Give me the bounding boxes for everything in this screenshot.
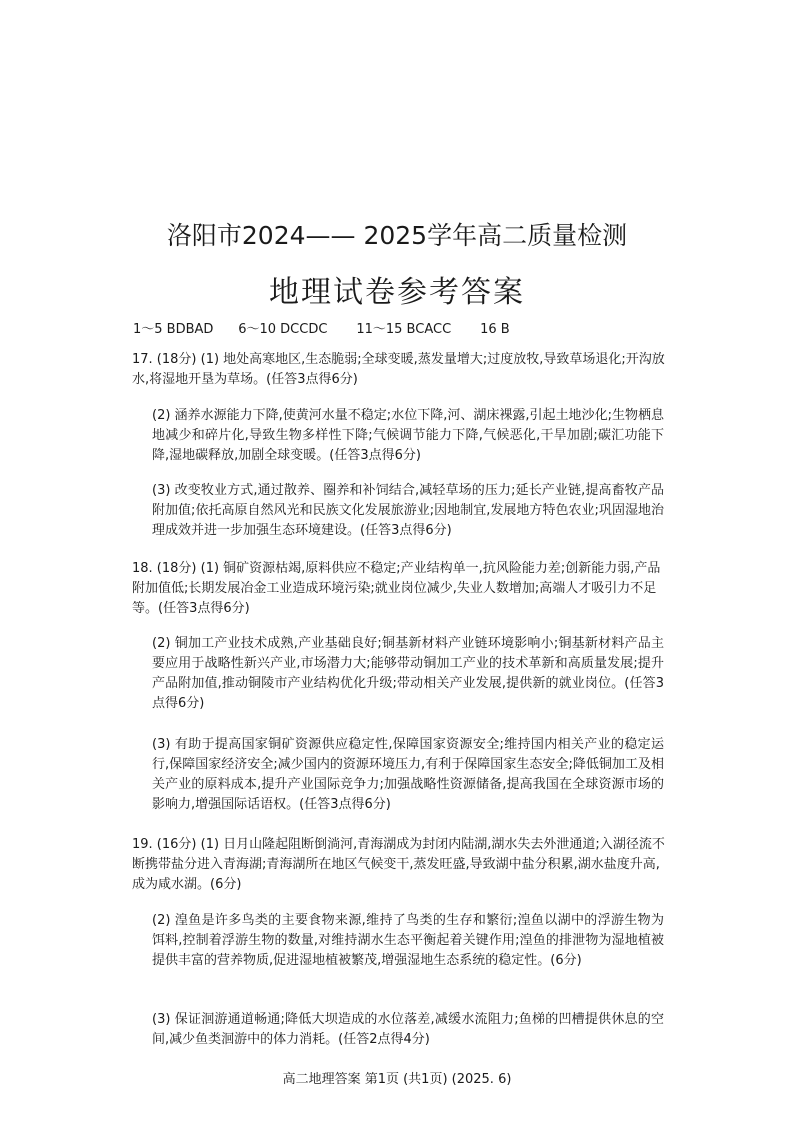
exam-title: 洛阳市2024—— 2025学年高二质量检测 [166, 221, 628, 250]
q19-part3: (3) 保证洄游通道畅通;降低大坝造成的水位落差,减缓水流阻力;鱼梯的凹槽提供休息的空间,减少鱼类洄游中的体力消耗。(任答2点得4分) [152, 1012, 664, 1047]
document-title: 地理试卷参考答案 [269, 275, 525, 310]
q17-part2: (2) 涵养水源能力下降,使黄河水量不稳定;水位下降,河、湖床裸露,引起土地沙化;生物栖息地减少和碎片化,导致生物多样性下降;气候调节能力下降,气候恶化,干旱加剧;碳汇功能下降,湿地碳释放,加剧全球变暖。(任答3点得6分) [152, 408, 664, 463]
q19-part2: (2) 湟鱼是许多鸟类的主要食物来源,维持了鸟类的生存和繁衍;湟鱼以湖中的浮游生物为饵料,控制着浮游生物的数量,对维持湖水生态平衡起着关键作用;湟鱼的排泄物为湿地植被提供丰富的营养物质,促进湿地植被繁茂,增强湿地生态系统的稳定性。(6分) [152, 913, 664, 968]
q18-part2: (2) 铜加工产业技术成熟,产业基础良好;铜基新材料产业链环境影响小;铜基新材料产品主要应用于战略性新兴产业,市场潜力大;能够带动铜加工产业的技术革新和高质量发展;提升产品附加值,推动铜陵市产业结构优化升级;带动相关产业发展,提供新的就业岗位。(任答3点得6分) [152, 636, 664, 711]
page-footer: 高二地理答案 第1页 (共1页) (2025. 6) [282, 1072, 512, 1087]
q18-part1: 18. (18分) (1) 铜矿资源枯竭,原料供应不稳定;产业结构单一,抗风险能力差;创新能力弱,产品附加值低;长期发展冶金工业造成环境污染;就业岗位减少,失业人数增加;高端人才吸引力不足等。(任答3点得6分) [132, 561, 661, 616]
q17-part1: 17. (18分) (1) 地处高寒地区,生态脆弱;全球变暖,蒸发量增大;过度放牧,导致草场退化;开沟放水,将湿地开垦为草场。(任答3点得6分) [132, 352, 665, 387]
q19-part1: 19. (16分) (1) 日月山隆起阻断倒淌河,青海湖成为封闭内陆湖,湖水失去外泄通道;入湖径流不断携带盐分进入青海湖;青海湖所在地区气候变干,蒸发旺盛,导致湖中盐分积累,湖水盐度升高,成为咸水湖。(6分) [132, 837, 665, 892]
q18-part3: (3) 有助于提高国家铜矿资源供应稳定性,保障国家资源安全;维持国内相关产业的稳定运行,保障国家经济安全;减少国内的资源环境压力,有利于保障国家生态安全;降低铜加工及相关产业的原料成本,提升产业国际竞争力;加强战略性资源储备,提高我国在全球资源市场的影响力,增强国际话语权。(任答3点得6分) [152, 737, 664, 812]
choice-answers: 1～5 BDBAD 6～10 DCCDC 11～15 BCACC 16 B [133, 322, 510, 337]
q17-part3: (3) 改变牧业方式,通过散养、圈养和补饲结合,减轻草场的压力;延长产业链,提高畜牧产品附加值;依托高原自然风光和民族文化发展旅游业;因地制宜,发展地方特色农业;巩固湿地治理成效并进一步加强生态环境建设。(任答3点得6分) [152, 483, 664, 538]
